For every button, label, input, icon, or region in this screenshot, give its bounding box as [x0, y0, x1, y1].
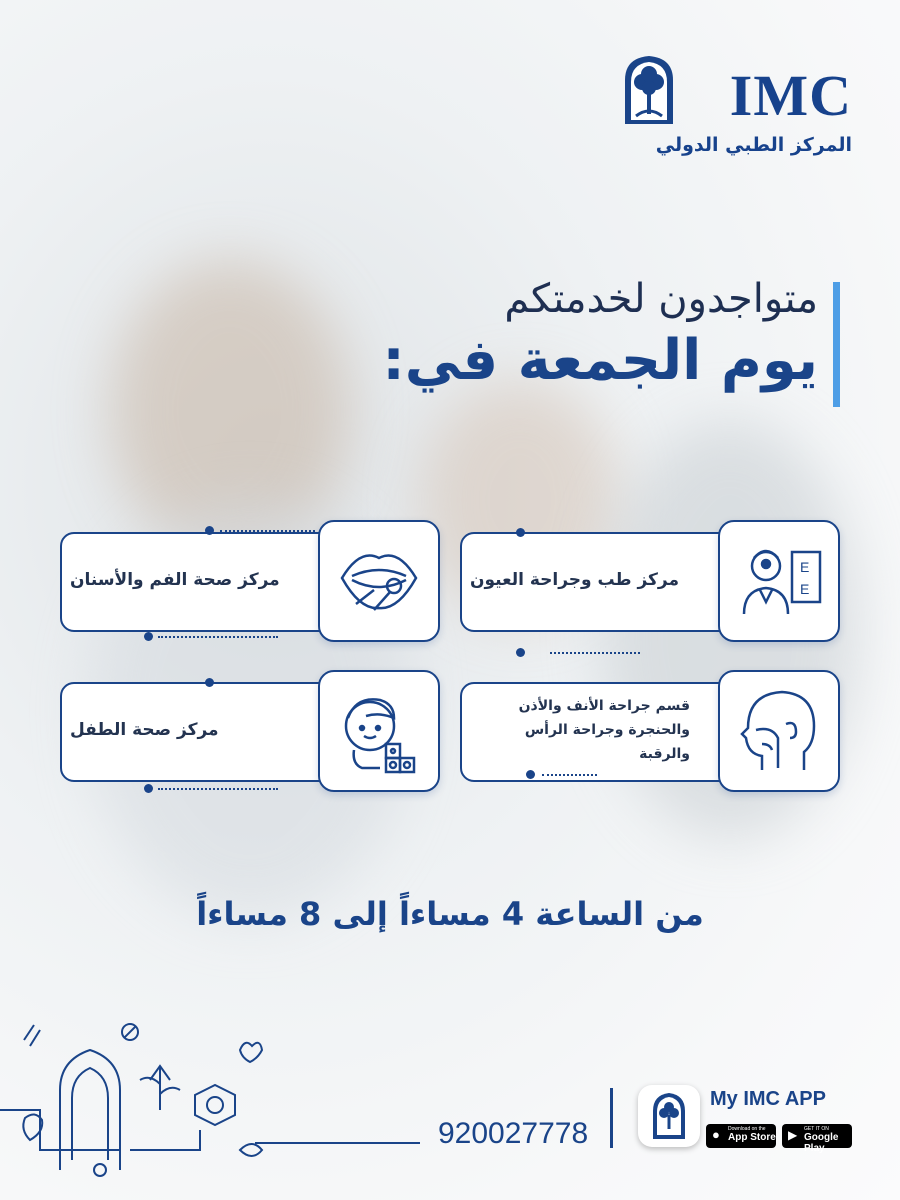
- app-store-badge[interactable]: [706, 1124, 776, 1148]
- card-dot: [144, 632, 153, 641]
- google-play-big-text: Google Play: [804, 1132, 839, 1154]
- app-store-small-text: Download on the: [728, 1126, 766, 1132]
- google-play-badge[interactable]: [782, 1124, 852, 1154]
- app-store-big-text: App Store: [728, 1132, 776, 1143]
- service-label: مركز صحة الطفل: [70, 720, 219, 740]
- card-dotted-line: [542, 774, 597, 776]
- ent-head-icon: [718, 670, 840, 792]
- card-dot: [526, 770, 535, 779]
- service-label: قسم جراحة الأنف والأذن والحنجرة وجراحة الرأس والرقبة: [518, 698, 690, 762]
- card-dot: [516, 648, 525, 657]
- google-play-small-text: GET IT ON: [804, 1126, 829, 1132]
- headline: [382, 275, 818, 399]
- service-card-ent: [460, 670, 840, 780]
- apple-icon: ●: [712, 1127, 720, 1142]
- svg-text:E: E: [800, 559, 810, 575]
- logo-arabic-name: المركز الطبي الدولي: [655, 134, 852, 156]
- service-label: مركز صحة الفم والأسنان: [70, 570, 280, 590]
- card-dot: [144, 784, 153, 793]
- card-dot: [205, 526, 214, 535]
- tree-arch-icon: [622, 54, 676, 126]
- card-dotted-line: [158, 788, 278, 790]
- service-card-child: [60, 670, 440, 780]
- card-dotted-line: [220, 530, 315, 532]
- card-dot: [205, 678, 214, 687]
- headline-line-2: يوم الجمعة في:: [382, 328, 818, 393]
- service-label: مركز طب وجراحة العيون: [470, 570, 680, 590]
- card-dot: [516, 528, 525, 537]
- card-dotted-line: [532, 532, 612, 534]
- footer-divider: [610, 1088, 613, 1148]
- imc-logo: [602, 48, 852, 168]
- service-card-dental: [60, 520, 440, 630]
- working-hours: من الساعة 4 مساءاً إلى 8 مساءاً: [196, 895, 704, 933]
- play-icon: ▶: [788, 1128, 798, 1142]
- headline-line-1: متواجدون لخدمتكم: [504, 276, 818, 322]
- card-dotted-line: [220, 682, 315, 684]
- eye-doctor-icon: [718, 520, 840, 642]
- dental-mouth-icon: [318, 520, 440, 642]
- card-dotted-line: [158, 636, 278, 638]
- service-card-eyes: [460, 520, 840, 630]
- svg-text:E: E: [800, 581, 810, 597]
- headline-accent-bar: [833, 282, 840, 407]
- app-title: My IMC APP: [710, 1088, 826, 1110]
- phone-underline: [255, 1142, 420, 1144]
- phone-number[interactable]: 920027778: [438, 1117, 589, 1150]
- child-blocks-icon: [318, 670, 440, 792]
- card-dotted-line: [550, 652, 640, 654]
- decorative-line-art: [0, 1010, 270, 1180]
- app-icon[interactable]: [638, 1085, 700, 1147]
- logo-wordmark: IMC: [729, 63, 852, 128]
